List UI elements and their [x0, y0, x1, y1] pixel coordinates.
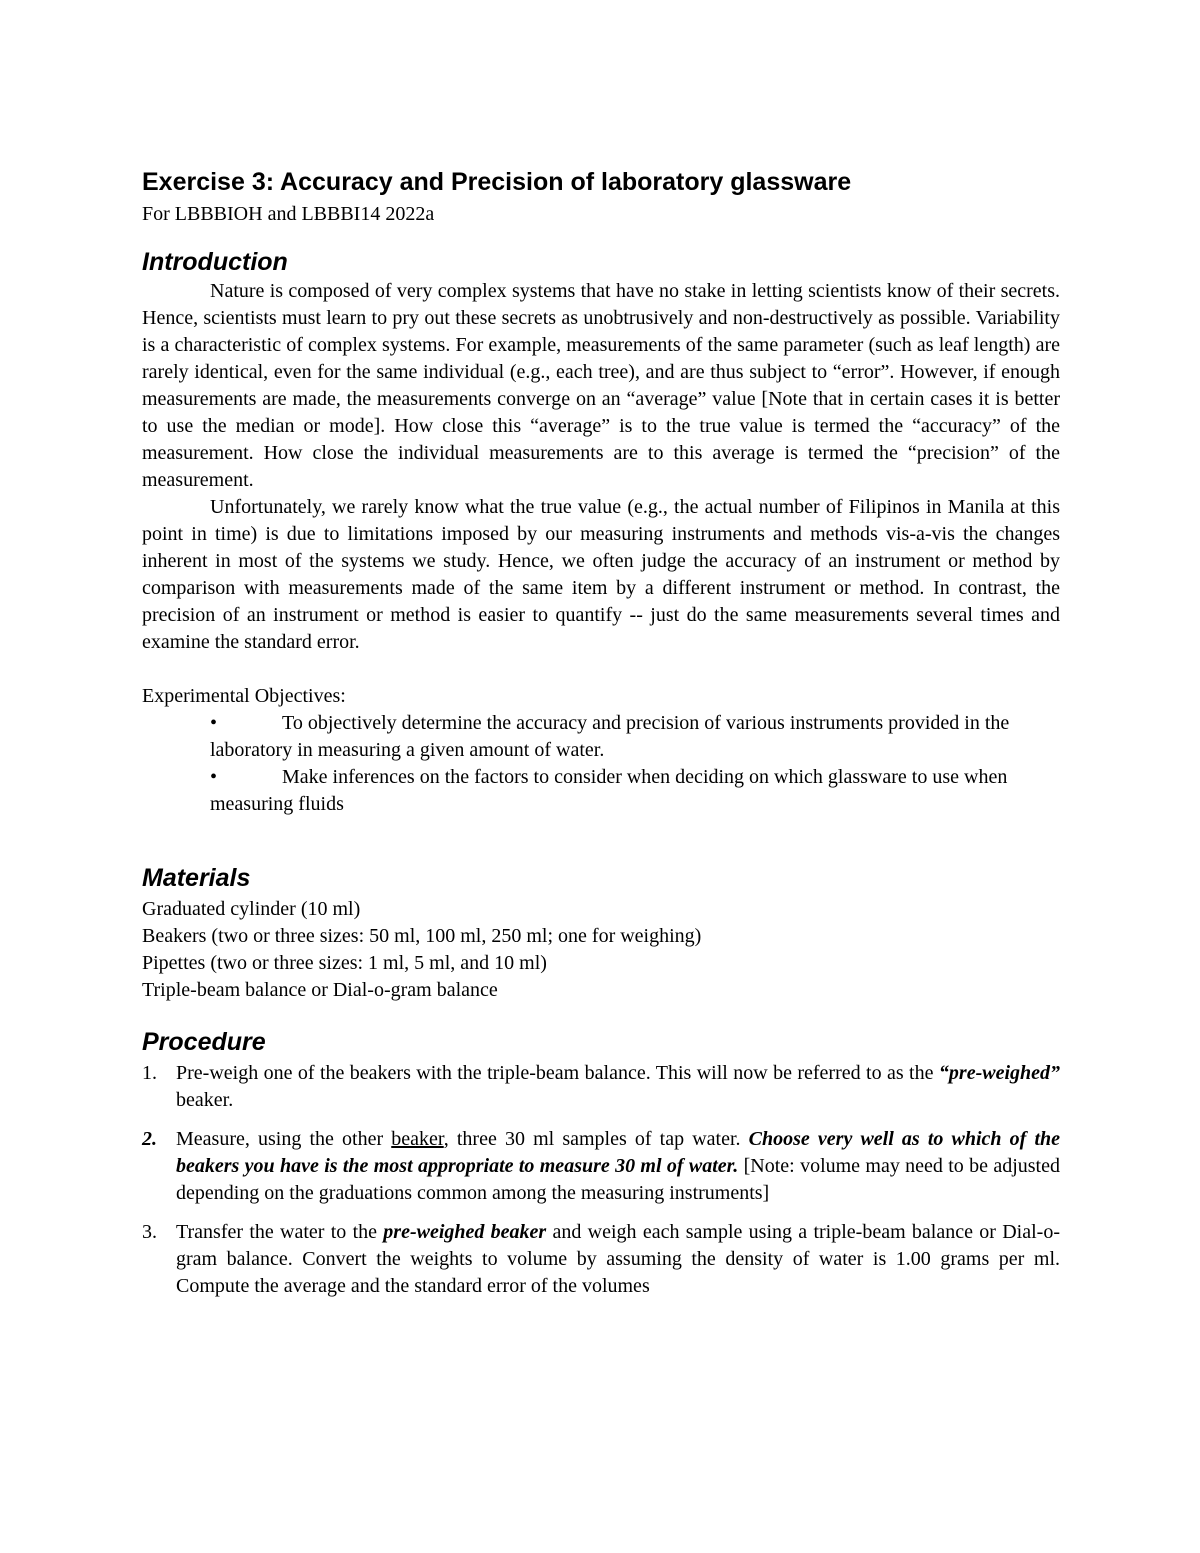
step-text: , three 30 ml samples of tap water.	[443, 1128, 749, 1150]
step-text: beaker.	[176, 1089, 234, 1111]
document-page	[142, 165, 1060, 1312]
document-title: Exercise 3: Accuracy and Precision of laboratory glassware	[142, 168, 852, 196]
introduction-heading: Introduction	[142, 248, 288, 276]
bullet-icon: •	[210, 712, 218, 734]
material-item: Pipettes (two or three sizes: 1 ml, 5 ml, and 10 ml)	[142, 952, 547, 974]
objective-item	[210, 710, 1060, 764]
procedure-heading: Procedure	[142, 1028, 266, 1056]
step-text: Pre-weigh one of the beakers with the triple-beam balance. This will now be referred to as the	[176, 1062, 939, 1084]
procedure-step-3	[142, 1219, 1060, 1300]
material-item: Triple-beam balance or Dial-o-gram balance	[142, 979, 498, 1001]
step-number: 2.	[142, 1128, 157, 1150]
objectives-label: Experimental Objectives:	[142, 685, 346, 707]
step-text: Measure, using the other	[176, 1128, 392, 1150]
introduction-paragraph-1: Nature is composed of very complex systems that have no stake in letting scientists know of their secrets. Hence, scientists must learn to pry out these secrets as unobtrusively and non-destructively as possible. Variability is a characteristic of complex systems. For example, measurements of the same parameter (such as leaf length) are rarely identical, even for the same individual (e.g., each tree), and are thus subject to “error”. However, if enough measurements are made, the measurements converge on an “average” value [Note that in certain cases it is better to use the median or mode]. How close this “average” is to the true value is termed the “accuracy” of the measurement. How close the individual measurements are to this average is termed the “precision” of the measurement.	[142, 280, 1060, 491]
objective-text: To objectively determine the accuracy and precision of various instruments provided in the laboratory in measuring a given amount of water.	[210, 712, 1010, 761]
material-item: Graduated cylinder (10 ml)	[142, 898, 361, 920]
step-number: 1.	[142, 1062, 157, 1084]
step-number: 3.	[142, 1221, 157, 1243]
step-underlined: beaker	[391, 1128, 444, 1150]
objectives-list	[142, 710, 1060, 818]
materials-heading: Materials	[142, 864, 251, 892]
step-emphasis: “pre-weighed”	[938, 1062, 1060, 1084]
bullet-icon: •	[210, 766, 218, 788]
material-item: Beakers (two or three sizes: 50 ml, 100 ml, 250 ml; one for weighing)	[142, 925, 702, 947]
materials-list	[142, 896, 1060, 1004]
procedure-list	[142, 1060, 1060, 1300]
step-emphasis: Choose very well as to which of the beakers you have is the most appropriate to measure 30 ml of water.	[176, 1128, 1060, 1177]
procedure-step-1	[142, 1060, 1060, 1114]
step-emphasis: pre-weighed beaker	[383, 1221, 547, 1243]
step-text: [Note: volume may need to be adjusted depending on the graduations common among the measuring instruments]	[176, 1155, 1060, 1204]
step-text: Transfer the water to the	[176, 1221, 384, 1243]
procedure-step-2	[142, 1126, 1060, 1207]
objective-item	[210, 764, 1060, 818]
document-subtitle: For LBBBIOH and LBBBI14 2022a	[142, 203, 435, 225]
introduction-paragraph-2: Unfortunately, we rarely know what the true value (e.g., the actual number of Filipinos in Manila at this point in time) is due to limitations imposed by our measuring instruments and methods vis-a-vis the changes inherent in most of the systems we study. Hence, we often judge the accuracy of an instrument or method by comparison with measurements made of the same item by a different instrument or method. In contrast, the precision of an instrument or method is easier to quantify -- just do the same measurements several times and examine the standard error.	[142, 496, 1060, 653]
objective-text: Make inferences on the factors to consider when deciding on which glassware to use when measuring fluids	[210, 766, 1008, 815]
step-text: and weigh each sample using a triple-beam balance or Dial-o-gram balance. Convert the weights to volume by assuming the density of water is 1.00 grams per ml. Compute the average and the standard error of the volumes	[176, 1221, 1060, 1297]
